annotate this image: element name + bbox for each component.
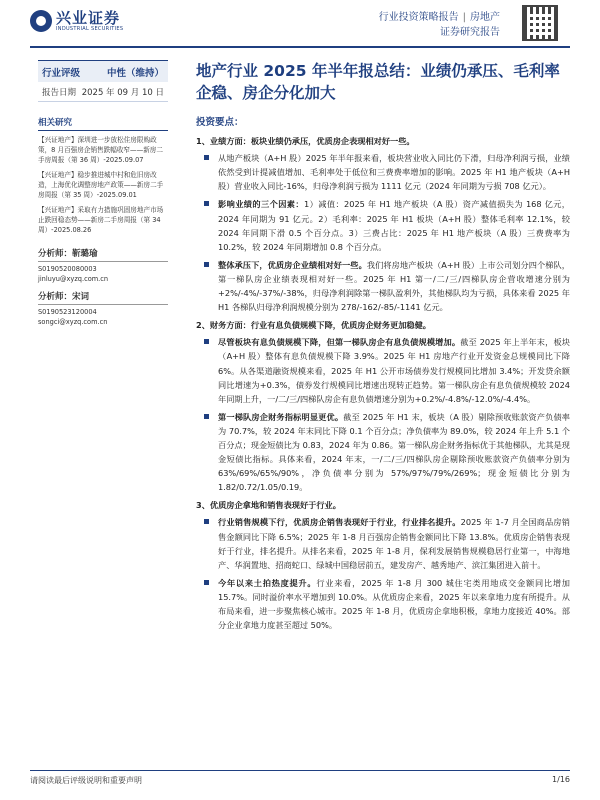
related-research-item[interactable]: 【兴证地产】深圳进一步放松住房限购政策，8 月百强房企销售跌幅收窄——新房二手房周报（第 36 周）-2025.09.07 [38,136,163,164]
date-value: 2025 年 09 月 10 日 [81,87,164,98]
analyst-email[interactable]: songci@xyzq.com.cn [38,318,108,326]
key-points-heading: 投资要点： [196,117,244,128]
rating-label: 行业评级 [42,67,81,79]
logo-mark-icon [30,10,52,32]
analyst-email[interactable]: jinluyu@xyzq.com.cn [38,275,109,283]
page-number: 1/16 [552,775,570,784]
logo-text-en: INDUSTRIAL SECURITIES [56,26,124,32]
point-heading: 2、财务方面：行业有息负债规模下降，优质房企财务更加稳健。 [196,320,431,331]
company-logo [30,10,123,32]
rating-value: 中性（维持） [106,67,164,79]
analyst-license: S0190523120004 [38,308,97,316]
bullet-paragraph: 尽管板块有息负债规模下降，但第一梯队房企有息负债规模增加。截至 2025 年上半年末，板块（A+H 股）整体有息负债规模下降 3.9%。2025 年 H1 房地产行业开发资金总规模同比下降 6%。从各渠道融资规模来看，2025 年 H1 公开市场债券发行规模同比增加 3.4%；开发贷余额同比增速为+0.3%，债券发行规模同比增速出现转正趋势。第一梯队房企有息负债规模较 2024 年同期上升，一/二/三/四梯队房企有息负债增速分别为+0.2%/-4.8%/-12.0%/-4.4%。 [196,335,570,405]
related-research-item[interactable]: 【兴证地产】采取有力措施巩固房地产市场止跌回稳态势——新房二手房周报（第 34 周）-2025.08.26 [38,206,164,234]
point-heading: 3、优质房企拿地和销售表现好于行业。 [196,500,341,511]
analyst-license: S0190520080003 [38,265,97,273]
related-research-item[interactable]: 【兴证地产】稳步推进城中村和危旧房改造，上海优化调整房地产政策——新房二手房周报（第 35 周）-2025.09.01 [38,171,164,199]
header-divider [30,46,570,48]
qr-code-icon [522,5,558,41]
analyst-name: 分析师：靳璐瑜 [38,247,168,262]
report-sector: 房地产 [470,12,500,23]
point-heading: 1、业绩方面：板块业绩仍承压，优质房企表现相对好一些。 [196,136,415,147]
footer-disclaimer[interactable]: 请阅读最后评级说明和重要声明 [30,776,142,785]
report-body [196,116,570,636]
related-research-list [38,135,168,235]
related-research-title: 相关研究 [38,116,168,131]
report-type: 行业投资策略报告 [378,12,459,23]
bullet-paragraph: 行业销售规模下行，优质房企销售表现好于行业，行业排名提升。2025 年 1-7 月全国商品房销售金额同比下降 6.5%；2025 年 1-8 月百强房企销售金额同比下降 13.8%。优质房企销售表现好于行业，排名提升。从排名来看，2025 年 1-8 月，保利发展销售规模稳居行业第一，中海地产、华润置地、招商蛇口、绿城中国稳居前五，建发房产、越秀地产、滨江集团进入前十。 [196,515,570,571]
bullet-paragraph: 从地产板块（A+H 股）2025 年半年报来看，板块营业收入同比仍下滑，归母净利润亏损，业绩依然受到计提减值增加、毛利率处于低位和三费费率增加的影响。2025 年 H1 地产板块（A+H 股）营业收入同比-16%，归母净利润亏损为 1111 亿元（2024 年同期为亏损 708 亿元）。 [196,151,570,193]
industry-rating [38,60,168,82]
report-category: 证券研究报告 [440,27,500,38]
report-footer [30,770,570,786]
sidebar [38,60,168,327]
analyst-name: 分析师：宋词 [38,290,168,305]
header-meta: 行业投资策略报告 | 房地产 证券研究报告 [378,12,500,38]
bullet-paragraph: 整体承压下，优质房企业绩相对好一些。我们将房地产板块（A+H 股）上市公司划分四个梯队，第一梯队房企业绩表现相对好一些。2025 年 H1 第一/二/三/四梯队房企营收增速分别为+2%/-4%/-37%/-38%，归母净利润除第一梯队盈利外，其他梯队均为亏损，具体来看 2025 年 H1 各梯队归母净利润规模分别为 278/-162/-85/-1141 亿元。 [196,258,570,314]
analyst-info [38,247,168,327]
date-label: 报告日期 [42,87,77,98]
report-date [38,82,168,102]
bullet-paragraph: 第一梯队房企财务指标明显更优。截至 2025 年 H1 末，板块（A 股）剔除预收账款资产负债率为 70.7%，较 2024 年末同比下降 0.1 个百分点；净负债率为 89.0%，较 2024 年上升 5.1 个百分点；现金短债比为 0.83，2024 年为 0.86。第一梯队房企财务指标优于其他梯队，尤其是现金短债比指标。具体来看，2024 年末，一/二/三/四梯队房企剔除预收账款资产负债率分别为 63%/69%/65%/90%，净负债率分别为 57%/97%/79%/269%；现金短债比分别为 1.82/0.72/1.05/0.19。 [196,410,570,495]
bullet-paragraph: 影响业绩的三个因素：1）减值：2025 年 H1 地产板块（A 股）资产减值损失为 168 亿元，2024 年同期为 91 亿元。2）毛利率：2025 年 H1 板块（A+H 股）整体毛利率 12.1%，较 2024 年同期下滑 0.5 个百分点。3）三费占比：2025 年 H1 地产板块（A 股）三费费率为 10.2%，较 2024 年同期增加 0.8 个百分点。 [196,197,570,253]
report-title: 地产行业 2025 年半年报总结：业绩仍承压、毛利率企稳、房企分化加大 [196,62,560,102]
logo-text-cn: 兴业证券 [56,9,121,27]
report-header [0,0,600,46]
bullet-paragraph: 今年以来土拍热度提升。行业来看，2025 年 1-8 月 300 城住宅类用地成交金额同比增加 15.7%。同时溢价率水平增加到 10.0%。从优质房企来看，2025 年以来拿地力度有所提升。从布局来看，进一步聚焦核心城市。2025 年 1-8 月，优质房企拿地积极，拿地力度接近 40%。部分企业拿地力度甚至超过 50%。 [196,576,570,632]
